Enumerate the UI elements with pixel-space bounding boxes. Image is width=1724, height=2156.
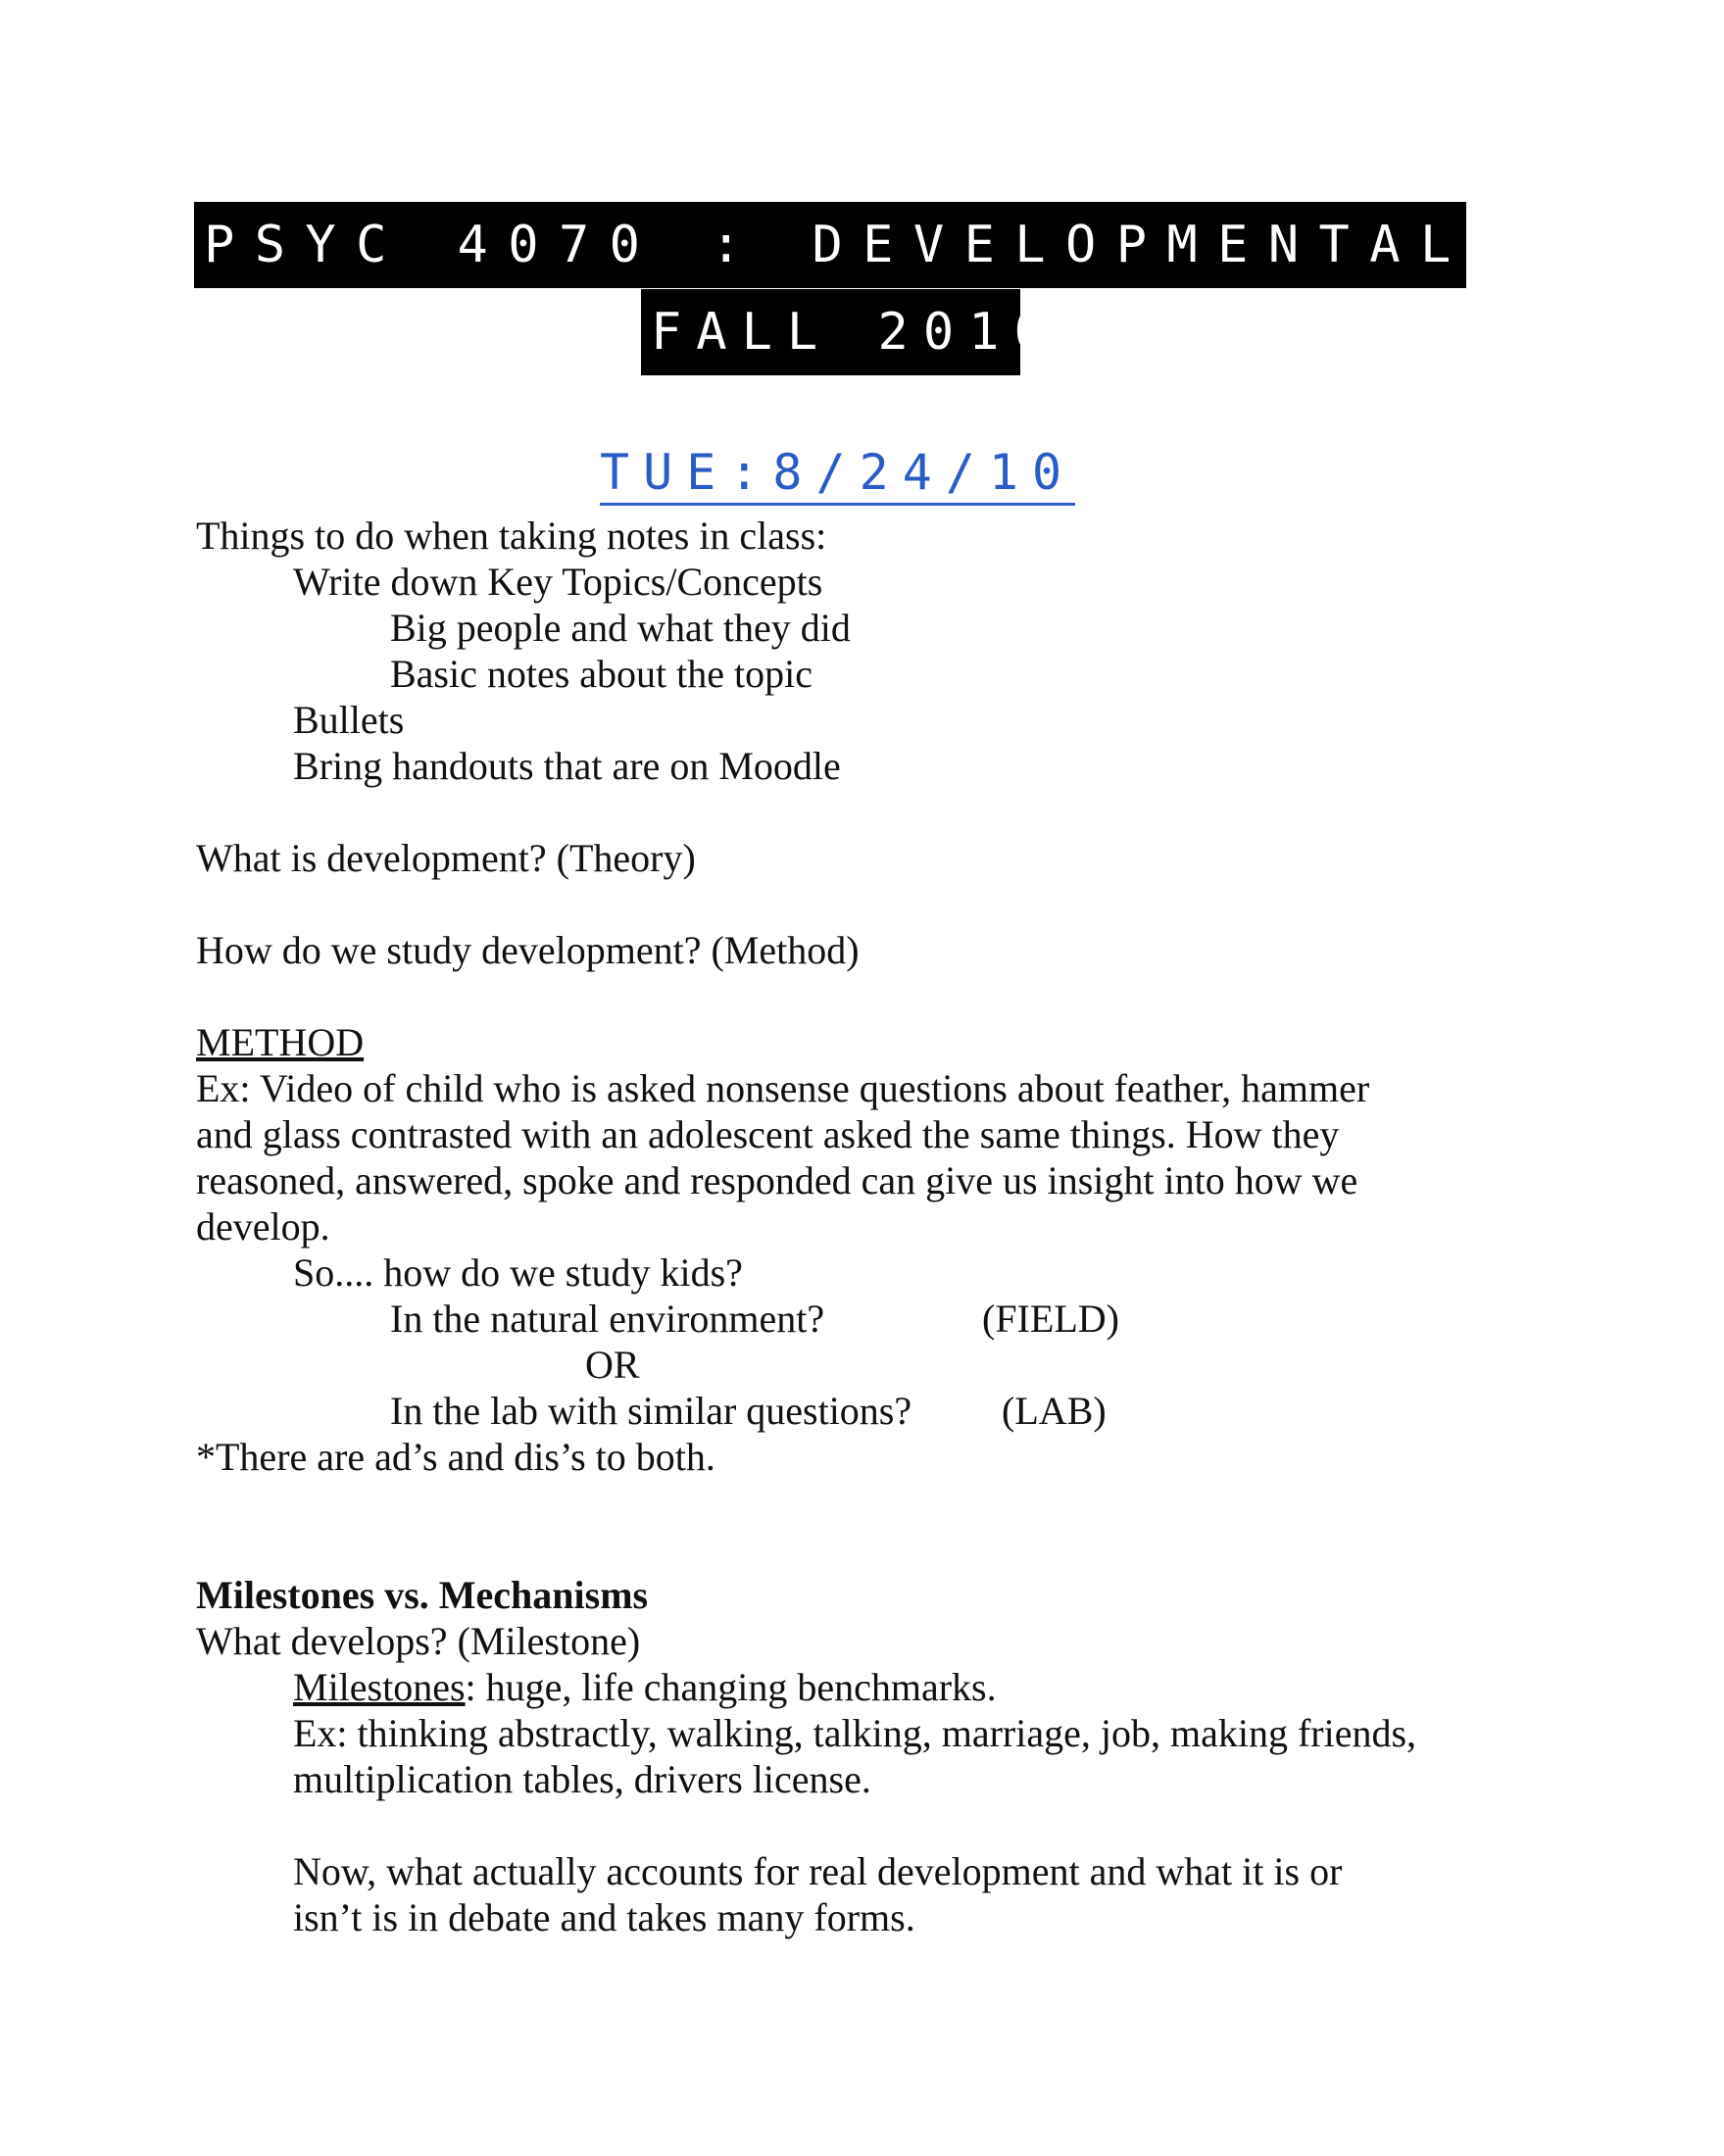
note-basic-notes: Basic notes about the topic <box>390 652 813 696</box>
question-development: What is development? (Theory) <box>196 836 696 880</box>
milestones-example-line: Ex: thinking abstractly, walking, talking, marriage, job, making friends, <box>293 1711 1417 1755</box>
milestones-example-line: multiplication tables, drivers license. <box>293 1757 871 1801</box>
date-heading: TUE:8/24/10 <box>600 448 1075 506</box>
milestones-definition <box>293 1665 997 1709</box>
note-bullets: Bullets <box>293 698 405 742</box>
note-key-topics: Write down Key Topics/Concepts <box>293 560 823 604</box>
method-example-line: reasoned, answered, spoke and responded can give us insight into how we <box>196 1158 1358 1202</box>
method-example-line: Ex: Video of child who is asked nonsense questions about feather, hammer <box>196 1066 1370 1110</box>
method-example-line: develop. <box>196 1204 330 1249</box>
method-so-question: So.... how do we study kids? <box>293 1250 743 1295</box>
question-study: How do we study development? (Method) <box>196 928 860 972</box>
notes-intro: Things to do when taking notes in class: <box>196 514 827 558</box>
method-or: OR <box>585 1343 640 1387</box>
course-term-text: FALL 2010 <box>651 303 1059 362</box>
milestones-heading: Milestones vs. Mechanisms <box>196 1573 649 1617</box>
method-field-label: (FIELD) <box>982 1297 1119 1341</box>
milestones-what-develops: What develops? (Milestone) <box>196 1619 641 1663</box>
course-term <box>641 289 1059 375</box>
method-lab-question: In the lab with similar questions? <box>390 1389 912 1433</box>
milestones-definition-text: : huge, life changing benchmarks. <box>465 1665 997 1709</box>
course-title-text: PSYC 4070 : DEVELOPMENTAL PSYC <box>204 216 1724 274</box>
milestones-now-line: isn’t is in debate and takes many forms. <box>293 1895 915 1939</box>
method-lab-label: (LAB) <box>1002 1389 1107 1433</box>
method-note: *There are ad’s and dis’s to both. <box>196 1435 715 1479</box>
method-example-line: and glass contrasted with an adolescent asked the same things. How they <box>196 1112 1340 1156</box>
method-heading: METHOD <box>196 1020 365 1064</box>
milestones-now-line: Now, what actually accounts for real development and what it is or <box>293 1849 1343 1893</box>
note-big-people: Big people and what they did <box>390 606 851 650</box>
course-title <box>194 202 1724 288</box>
note-handouts: Bring handouts that are on Moodle <box>293 744 841 788</box>
method-natural-environment: In the natural environment? <box>390 1297 825 1341</box>
milestones-term: Milestones <box>293 1665 466 1709</box>
